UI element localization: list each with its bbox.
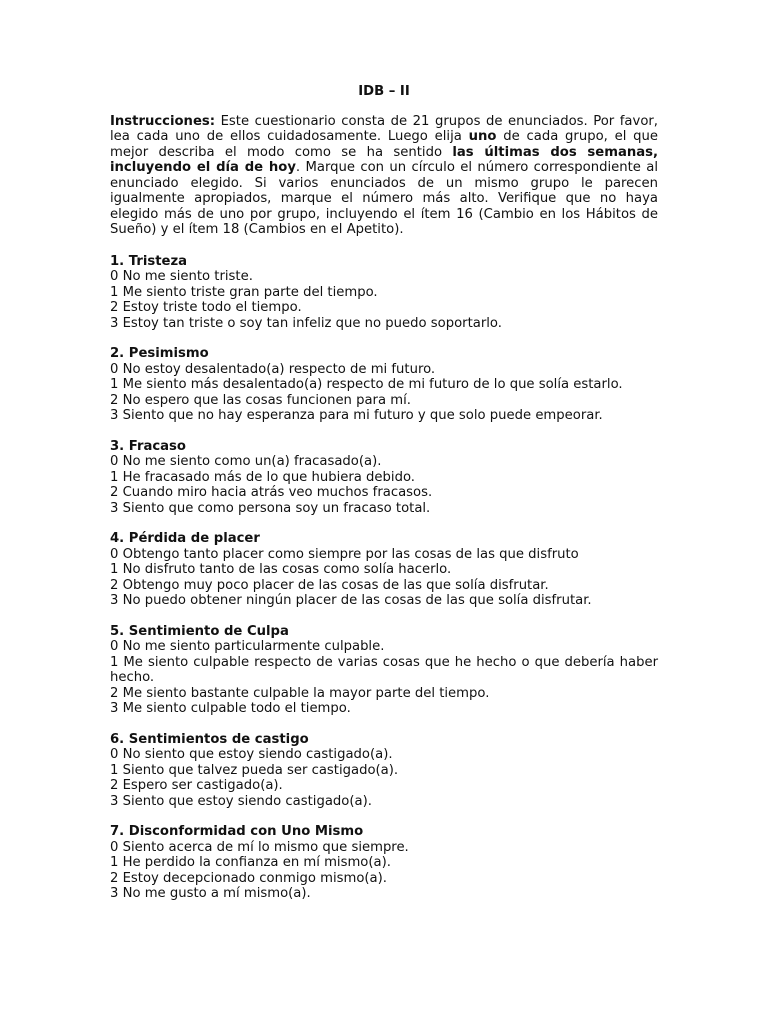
document-page	[110, 84, 658, 917]
option-item[interactable]: 0 No me siento particularmente culpable.	[110, 639, 385, 654]
option-item[interactable]: 3 No puedo obtener ningún placer de las cosas de las que solía disfrutar.	[110, 593, 592, 608]
section-perdida-de-placer	[110, 531, 658, 609]
option-item[interactable]: 0 Obtengo tanto placer como siempre por las cosas de las que disfruto	[110, 546, 579, 562]
section-title: 3. Fracaso	[110, 438, 186, 454]
section-pesimismo	[110, 346, 658, 424]
option-item[interactable]: 2 No espero que las cosas funcionen para mí.	[110, 392, 411, 408]
section-title: 5. Sentimiento de Culpa	[110, 623, 289, 639]
option-item[interactable]: 0 No siento que estoy siendo castigado(a).	[110, 747, 393, 762]
section-title: 2. Pesimismo	[110, 346, 209, 361]
option-item[interactable]: 2 Obtengo muy poco placer de las cosas de las que solía disfrutar.	[110, 577, 549, 593]
option-item[interactable]: 2 Estoy decepcionado conmigo mismo(a).	[110, 870, 387, 886]
section-tristeza	[110, 254, 658, 332]
option-item[interactable]: 3 No me gusto a mí mismo(a).	[110, 886, 311, 901]
instructions-emphasis: las últimas dos semanas, incluyendo el día de hoy	[110, 144, 658, 175]
option-item[interactable]: 2 Espero ser castigado(a).	[110, 778, 283, 793]
option-item[interactable]: 3 Me siento culpable todo el tiempo.	[110, 701, 351, 716]
option-item[interactable]: 3 Siento que estoy siendo castigado(a).	[110, 793, 372, 809]
section-fracaso	[110, 439, 658, 517]
option-item[interactable]: 2 Me siento bastante culpable la mayor parte del tiempo.	[110, 685, 490, 701]
option-item[interactable]: 1 Me siento culpable respecto de varias cosas que he hecho o que debería haber hecho.	[110, 654, 658, 685]
document-title: IDB – II	[358, 84, 410, 99]
option-item[interactable]: 0 No me siento triste.	[110, 269, 253, 284]
instructions-text-2: de cada grupo, el que mejor describa el modo como se ha sentido	[110, 129, 658, 160]
section-title: 6. Sentimientos de castigo	[110, 731, 309, 747]
option-item[interactable]: 0 No me siento como un(a) fracasado(a).	[110, 454, 382, 469]
section-disconformidad	[110, 824, 658, 902]
option-item[interactable]: 3 Estoy tan triste o soy tan infeliz que no puedo soportarlo.	[110, 315, 502, 331]
option-item[interactable]: 1 No disfruto tanto de las cosas como solía hacerlo.	[110, 562, 452, 577]
instructions-text-1: Este cuestionario consta de 21 grupos de enunciados. Por favor, lea cada uno de ellos cuidadosamente. Luego elija	[110, 113, 658, 144]
option-item[interactable]: 2 Estoy triste todo el tiempo.	[110, 300, 302, 315]
section-sentimientos-de-castigo	[110, 732, 658, 810]
option-item[interactable]: 0 Siento acerca de mí lo mismo que siempre.	[110, 839, 409, 855]
instructions-text-3: . Marque con un círculo el número correspondiente al enunciado elegido. Si varios enunciados de un mismo grupo le parecen igualmente apropiados, marque el número más alto. Verifique que no haya elegido más de uno por grupo, incluyendo el ítem 16 (Cambio en los Hábitos de Sueño) y el ítem 18 (Cambios en el Apetito).	[110, 160, 658, 237]
option-item[interactable]: 1 Siento que talvez pueda ser castigado(a).	[110, 762, 399, 778]
option-item[interactable]: 1 He perdido la confianza en mí mismo(a).	[110, 855, 391, 870]
option-item[interactable]: 2 Cuando miro hacia atrás veo muchos fracasos.	[110, 485, 433, 500]
option-item[interactable]: 1 He fracasado más de lo que hubiera debido.	[110, 469, 415, 485]
instructions-paragraph	[110, 114, 658, 238]
section-title: 7. Disconformidad con Uno Mismo	[110, 824, 364, 839]
option-item[interactable]: 0 No estoy desalentado(a) respecto de mi futuro.	[110, 361, 436, 377]
option-item[interactable]: 1 Me siento triste gran parte del tiempo.	[110, 284, 378, 300]
section-title: 1. Tristeza	[110, 253, 188, 269]
option-item[interactable]: 1 Me siento más desalentado(a) respecto de mi futuro de lo que solía estarlo.	[110, 377, 623, 392]
option-item[interactable]: 3 Siento que como persona soy un fracaso total.	[110, 500, 431, 516]
instructions-uno: uno	[468, 129, 497, 144]
instructions-label: Instrucciones:	[110, 113, 216, 129]
section-sentimiento-de-culpa	[110, 624, 658, 717]
option-item[interactable]: 3 Siento que no hay esperanza para mi futuro y que solo puede empeorar.	[110, 408, 603, 423]
section-title: 4. Pérdida de placer	[110, 531, 260, 546]
